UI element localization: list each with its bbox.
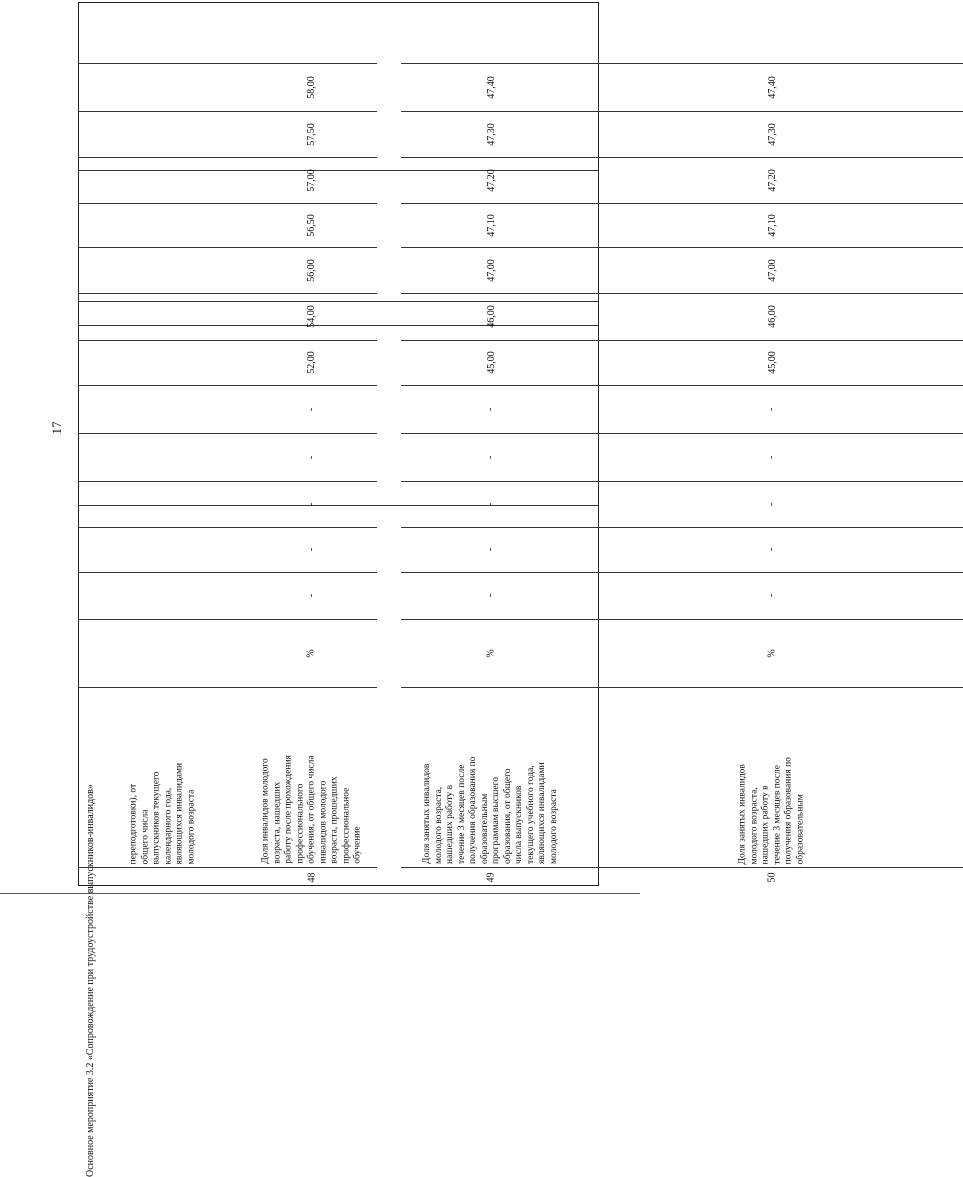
page-number: 17: [49, 421, 64, 435]
value-cell: 47,40: [485, 75, 497, 99]
unit-cell-wrap: [401, 619, 581, 687]
value-cell-wrap: [246, 572, 377, 619]
value-cell-wrap: [401, 3, 581, 63]
value-cell-wrap: [581, 111, 963, 157]
value-cell: -: [485, 502, 497, 506]
value-cell-wrap: [581, 203, 963, 247]
value-cell-wrap: [401, 385, 581, 433]
value-cell: 46,00: [485, 305, 497, 328]
value-cell-wrap: [79, 433, 246, 481]
value-cell-wrap: [246, 111, 377, 157]
indicator-name-wrap: [401, 687, 581, 867]
value-cell: -: [766, 455, 778, 459]
value-cell-wrap: [401, 63, 581, 111]
value-cell-wrap: [79, 572, 246, 619]
value-cell-wrap: [246, 527, 377, 572]
value-cell: 56,50: [306, 213, 317, 237]
value-cell-wrap: [79, 203, 246, 247]
indicator-name: Доля занятых инвалидов молодого возраста, нашедших работу в течение 3 месяцев после получения образования по образовательным: [737, 756, 805, 864]
value-cell-wrap: [246, 481, 377, 527]
value-cell-wrap: [581, 157, 963, 203]
indicator-name-wrap: [79, 687, 246, 867]
value-cell: 47,10: [485, 213, 497, 237]
value-cell: -: [306, 593, 317, 598]
value-cell-wrap: [581, 385, 963, 433]
row-number: 49: [485, 872, 497, 882]
value-cell: -: [766, 407, 778, 411]
value-cell-wrap: [246, 247, 377, 293]
indicator-name: Доля инвалидов молодого возраста, нашедших работу после прохождения профессионального обучения, от общего числа инвалидов молодого возраста, прошедших профессиональное обучение: [259, 755, 362, 864]
value-cell-wrap: [79, 247, 246, 293]
value-cell: 54,00: [306, 305, 317, 328]
value-cell-wrap: [79, 3, 246, 63]
unit-cell: %: [485, 648, 497, 658]
value-cell: 52,00: [306, 351, 317, 374]
indicators-table: [78, 2, 805, 1177]
value-cell: 57,00: [306, 168, 317, 192]
unit-cell-wrap: [246, 619, 377, 687]
value-cell-wrap: [79, 385, 246, 433]
unit-cell-wrap: [581, 619, 963, 687]
section-heading: Основное мероприятие 3.2 «Сопровождение при трудоустройстве выпускников-инвалидов»: [85, 784, 96, 1177]
value-cell: -: [485, 407, 497, 411]
row-number-wrap: [246, 867, 377, 887]
footer-divider: [0, 893, 640, 894]
value-cell-wrap: [581, 433, 963, 481]
value-cell-wrap: [246, 157, 377, 203]
value-cell-wrap: [581, 293, 963, 340]
value-cell-wrap: [401, 433, 581, 481]
value-cell-wrap: [401, 203, 581, 247]
value-cell-wrap: [401, 293, 581, 340]
value-cell-wrap: [246, 63, 377, 111]
value-cell-wrap: [79, 481, 246, 527]
value-cell-wrap: [401, 527, 581, 572]
value-cell: -: [306, 547, 317, 552]
value-cell-wrap: [246, 433, 377, 481]
value-cell-wrap: [79, 293, 246, 340]
value-cell-wrap: [581, 572, 963, 619]
value-cell: 47,20: [766, 168, 778, 192]
value-cell: -: [306, 502, 317, 506]
value-cell-wrap: [401, 481, 581, 527]
value-cell: -: [306, 407, 317, 411]
value-cell: 47,40: [766, 75, 778, 99]
value-cell: 57,50: [306, 122, 317, 146]
value-cell: 47,00: [485, 258, 497, 282]
value-cell-wrap: [246, 385, 377, 433]
value-cell: 45,00: [485, 351, 497, 374]
value-cell-wrap: [581, 481, 963, 527]
value-cell-wrap: [79, 157, 246, 203]
value-cell-wrap: [79, 63, 246, 111]
value-cell-wrap: [581, 340, 963, 385]
value-cell-wrap: [401, 157, 581, 203]
unit-cell: %: [306, 648, 317, 658]
indicator-name-wrap: [246, 687, 377, 867]
value-cell: -: [306, 455, 317, 459]
row-number: 50: [766, 872, 778, 882]
value-cell-wrap: [581, 527, 963, 572]
row-number-wrap: [581, 867, 963, 887]
value-cell: 45,00: [766, 351, 778, 374]
value-cell: -: [766, 593, 778, 598]
row-number-wrap: [79, 867, 246, 887]
indicator-name: Доля занятых инвалидов молодого возраста, нашедших работу в течение 3 месяцев после получения образования по образовательным программам высшего образования, от общего числа выпускников текущего учебного года, являющихся инвалидами молодого возраста: [422, 756, 559, 864]
value-cell-wrap: [581, 3, 963, 63]
indicator-name: переподготовки), от общего числа выпускников текущего календарного года, являющихся инвалидами молодого возраста: [128, 762, 196, 864]
value-cell-wrap: [246, 203, 377, 247]
value-cell: -: [766, 547, 778, 552]
value-cell: 47,30: [766, 122, 778, 146]
value-cell-wrap: [246, 340, 377, 385]
value-cell-wrap: [581, 63, 963, 111]
value-cell: 47,00: [766, 258, 778, 282]
value-cell: 56,00: [306, 258, 317, 282]
value-cell-wrap: [246, 293, 377, 340]
value-cell-wrap: [79, 527, 246, 572]
value-cell: -: [766, 502, 778, 506]
unit-cell: %: [766, 648, 778, 658]
value-cell: 47,10: [766, 213, 778, 237]
value-cell: -: [485, 547, 497, 552]
row-number: 48: [306, 872, 317, 882]
indicator-name-wrap: [581, 687, 963, 867]
value-cell-wrap: [401, 572, 581, 619]
value-cell: 46,00: [766, 305, 778, 328]
value-cell-wrap: [79, 111, 246, 157]
value-cell-wrap: [401, 247, 581, 293]
row-number-wrap: [401, 867, 581, 887]
value-cell: 47,20: [485, 168, 497, 192]
value-cell-wrap: [79, 340, 246, 385]
value-cell-wrap: [581, 247, 963, 293]
value-cell-wrap: [401, 111, 581, 157]
value-cell: -: [485, 455, 497, 459]
value-cell: -: [485, 593, 497, 598]
value-cell-wrap: [401, 340, 581, 385]
unit-cell-wrap: [79, 619, 246, 687]
value-cell-wrap: [246, 3, 377, 63]
value-cell: 58,00: [306, 75, 317, 99]
value-cell: 47,30: [485, 122, 497, 146]
